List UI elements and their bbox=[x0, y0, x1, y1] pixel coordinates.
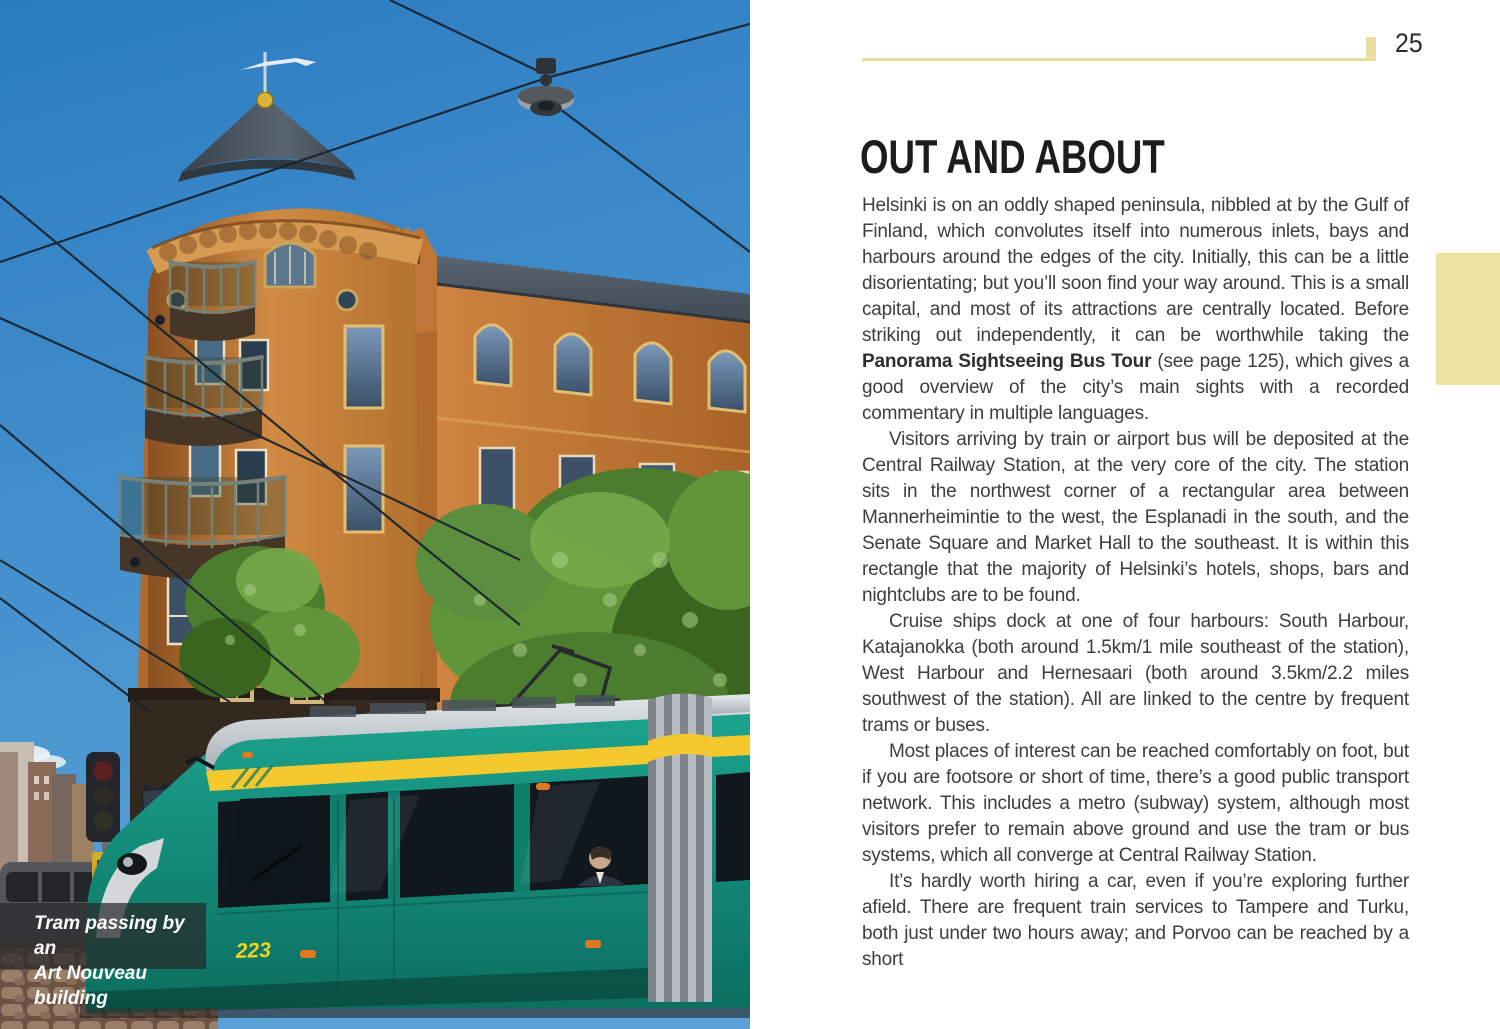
chapter-edge-tab bbox=[1436, 253, 1500, 385]
page-title: OUT AND ABOUT bbox=[860, 130, 1165, 184]
page-number: 25 bbox=[1395, 28, 1423, 58]
body-paragraph-5 bbox=[862, 869, 1409, 973]
body-paragraph-2 bbox=[862, 427, 1409, 609]
photo-caption bbox=[0, 903, 206, 1009]
paragraph-text: Helsinki is on an oddly shaped peninsula, nibbled at by the Gulf of Finland, which convolutes itself into numerous inlets, bays and harbours around the edges of the city. Initially, this can be a little disorientating; but you’ll soon find your way around. This is a small capital, and most of its attractions are centrally located. Before striking out independently, it can be worthwhile taking the bbox=[862, 195, 1409, 346]
photo-caption-line1: Tram passing by an bbox=[34, 913, 185, 959]
paragraph-text: Most places of interest can be reached comfortably on foot, but if you are footsore or short of time, there’s a good public transport network. This includes a metro (subway) system, although most visitors prefer to remain above ground and use the tram or bus systems, which all converge at Central Railway Station. bbox=[862, 741, 1409, 866]
text-column bbox=[750, 0, 1500, 1029]
bold-run: Panorama Sightseeing Bus Tour bbox=[862, 351, 1152, 372]
body-paragraph-3 bbox=[862, 609, 1409, 739]
tram-number: 223 bbox=[235, 938, 272, 963]
body-paragraph-1 bbox=[862, 193, 1409, 427]
header-rule-end-tab bbox=[1366, 37, 1376, 61]
tram-accordion-joint bbox=[648, 693, 712, 1002]
paragraph-text: Visitors arriving by train or airport bus will be deposited at the Central Railway Station, at the very core of the city. The station sits in the northwest corner of a rectangular area between Mannerheimintie to the west, the Esplanadi in the south, and the Senate Square and Market Hall to the southeast. It is within this rectangle that the majority of Helsinki’s hotels, shops, bars and nightclubs are to be found. bbox=[862, 429, 1409, 606]
photo-caption-line2: Art Nouveau building bbox=[34, 963, 147, 1009]
header-rule bbox=[862, 58, 1368, 61]
paragraph-text: It’s hardly worth hiring a car, even if you’re exploring further afield. There are frequent train services to Tampere and Turku, both just under two hours away; and Porvoo can be reached by a short bbox=[862, 871, 1409, 970]
body-paragraph-4 bbox=[862, 739, 1409, 869]
paragraph-text: Cruise ships dock at one of four harbours: South Harbour, Katajanokka (both around 1.5km/1 mile southeast of the station), West Harbour and Hernesaari (both around 3.5km/2.2 miles southwest of the station). All are linked to the centre by frequent trams or buses. bbox=[862, 611, 1409, 736]
article-body bbox=[862, 193, 1409, 973]
paragraph-text: (see page 125), which gives a good overview of the city’s main sights with a recorded commentary in multiple languages. bbox=[862, 351, 1409, 424]
